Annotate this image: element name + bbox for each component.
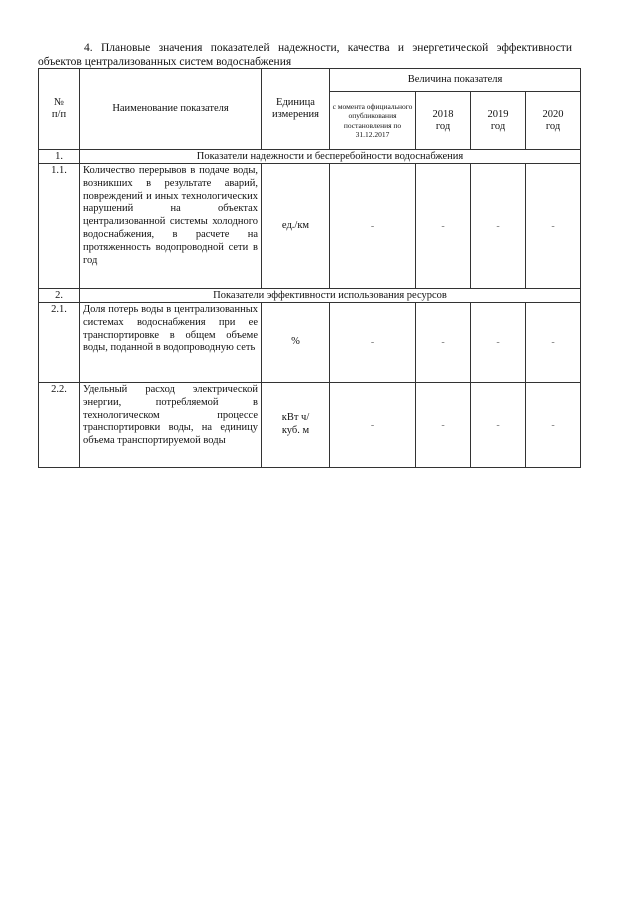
header-unit	[262, 69, 330, 150]
row-value: -	[526, 303, 581, 383]
section-title: Показатели эффективности использования ресурсов	[80, 289, 581, 303]
row-value: -	[416, 383, 471, 468]
table-row	[39, 164, 581, 289]
header-name	[80, 69, 262, 150]
row-value: -	[330, 303, 416, 383]
row-value: -	[526, 383, 581, 468]
row-name: Количество перерывов в подаче воды, возникших в результате аварий, повреждений и иных технологических нарушений на объектах централизованной системы холодного водоснабжения, в расчете на протяженность водопроводной сети в год	[80, 164, 262, 289]
header-period-2018-label: 2018 год	[432, 108, 454, 132]
row-name: Удельный расход электрической энергии, потребляемой в технологическом процессе транспортировки воды, на единицу объема транспортируемой воды	[80, 383, 262, 468]
row-num: 2.1.	[39, 303, 80, 383]
header-num	[39, 69, 80, 150]
row-unit: кВт ч/ куб. м	[262, 383, 330, 468]
row-value: -	[416, 303, 471, 383]
row-value: -	[471, 164, 526, 289]
row-value: -	[330, 383, 416, 468]
section-row	[39, 150, 581, 164]
row-value: -	[471, 303, 526, 383]
section-heading: 4. Плановые значения показателей надежности, качества и энергетической эффективности объектов централизованных систем водоснабжения	[38, 41, 572, 68]
indicators-table	[38, 68, 581, 468]
header-period-2020	[526, 92, 581, 150]
header-period-2019-label: 2019 год	[487, 108, 509, 132]
row-unit: ед./км	[262, 164, 330, 289]
header-period-initial	[330, 92, 416, 150]
header-value-group	[330, 69, 581, 92]
section-num: 2.	[39, 289, 80, 303]
header-period-2018	[416, 92, 471, 150]
section-title: Показатели надежности и бесперебойности водоснабжения	[80, 150, 581, 164]
header-value-group-label: Величина показателя	[407, 74, 503, 85]
row-value: -	[330, 164, 416, 289]
header-period-2019	[471, 92, 526, 150]
header-unit-label: Единица измерения	[272, 97, 319, 120]
section-num: 1.	[39, 150, 80, 164]
row-value: -	[416, 164, 471, 289]
row-name: Доля потерь воды в централизованных системах водоснабжения при ее транспортировке в общем объеме воды, поданной в водопроводную сеть	[80, 303, 262, 383]
row-value: -	[526, 164, 581, 289]
row-value: -	[471, 383, 526, 468]
section-row	[39, 289, 581, 303]
header-period-2020-label: 2020 год	[542, 108, 564, 132]
header-period-initial-label: с момента официального опубликования постановления по 31.12.2017	[332, 102, 413, 139]
table-row	[39, 383, 581, 468]
row-num: 2.2.	[39, 383, 80, 468]
row-unit: %	[262, 303, 330, 383]
header-num-label: № п/п	[51, 97, 67, 120]
table-row	[39, 303, 581, 383]
row-num: 1.1.	[39, 164, 80, 289]
header-name-label: Наименование показателя	[112, 103, 229, 114]
